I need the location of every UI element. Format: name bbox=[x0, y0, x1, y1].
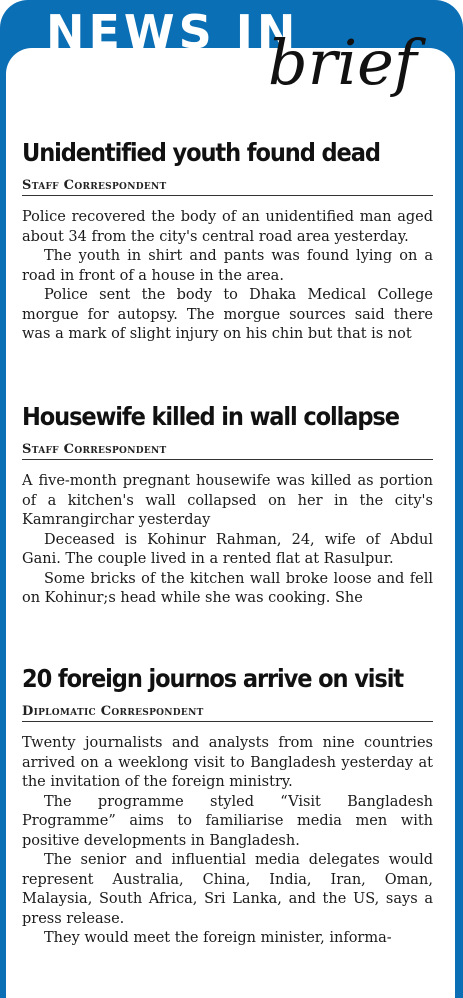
headline: 20 foreign journos arrive on visit bbox=[22, 664, 404, 693]
story-foreign-journos bbox=[22, 662, 433, 949]
paragraph: Deceased is Kohinur Rahman, 24, wife of Abdul Gani. The couple lived in a rented flat at Rasulpur. bbox=[22, 531, 433, 567]
masthead-news-in: NEWS IN bbox=[46, 5, 300, 59]
story-body bbox=[22, 472, 433, 609]
paragraph: Some bricks of the kitchen wall broke loose and fell on Kohinur;s head while she was cooking. She bbox=[22, 570, 433, 606]
paragraph: They would meet the foreign minister, informa- bbox=[44, 930, 392, 946]
byline: Diplomatic Correspondent bbox=[22, 704, 433, 722]
paragraph: The senior and influential media delegates would represent Australia, China, India, Iran, Oman, Malaysia, South Africa, Sri Lanka, and the US, says a press release. bbox=[22, 852, 433, 927]
story-body bbox=[22, 208, 433, 345]
story-unidentified-youth bbox=[22, 136, 433, 345]
paragraph: Police sent the body to Dhaka Medical College morgue for autopsy. The morgue sources said there was a mark of slight injury on his chin but that is not bbox=[22, 287, 433, 342]
headline: Unidentified youth found dead bbox=[22, 138, 380, 167]
paragraph: A five-month pregnant housewife was killed as portion of a kitchen's wall collapsed on her in the city's Kamrangirchar yesterday bbox=[22, 473, 433, 528]
paragraph: The programme styled “Visit Bangladesh Programme” aims to familiarise media men with positive developments in Bangladesh. bbox=[22, 793, 433, 849]
paragraph: Police recovered the body of an unidentified man aged about 34 from the city's central road area yesterday. bbox=[22, 209, 433, 245]
paragraph: Twenty journalists and analysts from nine countries arrived on a weeklong visit to Bangladesh yesterday at the invitation of the foreign ministry. bbox=[22, 735, 433, 790]
story-body bbox=[22, 734, 433, 949]
byline: Staff Correspondent bbox=[22, 442, 433, 460]
byline: Staff Correspondent bbox=[22, 178, 433, 196]
headline: Housewife killed in wall collapse bbox=[22, 402, 399, 431]
paragraph: The youth in shirt and pants was found lying on a road in front of a house in the area. bbox=[22, 248, 433, 284]
story-housewife-killed bbox=[22, 400, 433, 609]
masthead-brief: brief bbox=[268, 26, 417, 99]
